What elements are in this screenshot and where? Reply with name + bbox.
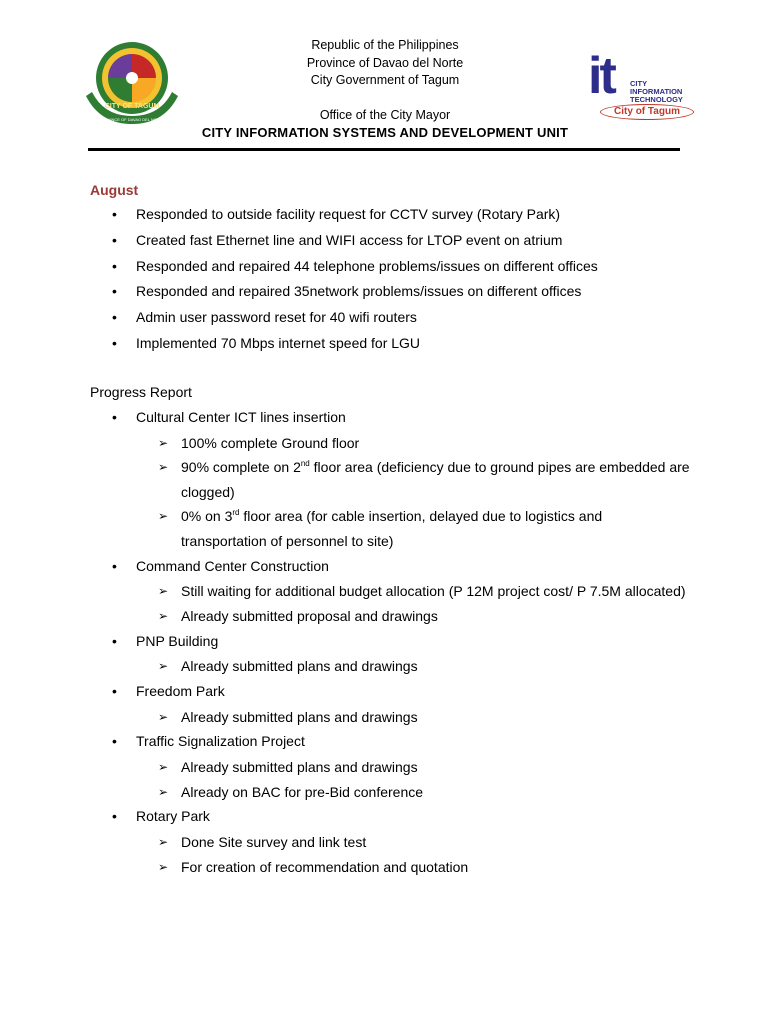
progress-report-title: Progress Report — [90, 383, 192, 400]
project-list — [90, 405, 690, 880]
seal-ribbon-subtext: PROVINCE OF DAVAO DEL NORTE — [99, 117, 165, 122]
project-status-item: ➢ Already submitted proposal and drawings — [136, 604, 690, 629]
project-status-list — [136, 755, 690, 804]
accomplishment-list — [90, 202, 690, 357]
project-status-list — [136, 705, 690, 730]
report-body — [90, 178, 690, 879]
header-unit: CITY INFORMATION SYSTEMS AND DEVELOPMENT UNIT — [201, 125, 569, 140]
seal-ribbon-text: CITY OF TAGUM — [104, 103, 160, 110]
it-logo-word-information: INFORMATION — [630, 87, 683, 96]
project-status-item: ➢ Already on BAC for pre-Bid conference — [136, 780, 690, 805]
header-office: Office of the City Mayor — [319, 107, 451, 122]
accomplishment-item: • Responded and repaired 35network problems/issues on different offices — [90, 279, 690, 305]
header-divider — [88, 148, 680, 151]
project-name: Rotary Park — [136, 808, 210, 825]
project-status-list — [136, 654, 690, 679]
accomplishment-item: • Implemented 70 Mbps internet speed for LGU — [90, 331, 690, 357]
month-heading: August — [90, 182, 139, 198]
status-text-start: 0% on 3 — [181, 508, 233, 525]
project-status-list — [136, 830, 690, 879]
accomplishment-item: • Responded and repaired 44 telephone problems/issues on different offices — [90, 254, 690, 280]
project-name: PNP Building — [136, 632, 219, 649]
ordinal-suffix: nd — [300, 459, 310, 469]
project-status-list — [136, 431, 690, 554]
status-text-end: floor area (for cable insertion, delayed due to logistics and transportation of personnel to site) — [181, 508, 603, 549]
city-of-tagum-seal-logo — [80, 38, 184, 126]
status-text-end: floor area (deficiency due to ground pipes are embedded are clogged) — [181, 459, 690, 500]
status-text-start: 90% complete on 2 — [181, 459, 301, 476]
project-status-item — [136, 504, 690, 553]
project-item — [90, 729, 690, 804]
ordinal-suffix: rd — [232, 508, 240, 518]
project-status-item: ➢ Already submitted plans and drawings — [136, 705, 690, 730]
it-logo-letters: it — [588, 47, 614, 105]
project-status-item: ➢ Already submitted plans and drawings — [136, 755, 690, 780]
project-item — [90, 405, 690, 554]
project-status-item: ➢ Done Site survey and link test — [136, 830, 690, 855]
city-it-logo — [578, 47, 698, 124]
project-item — [90, 679, 690, 729]
project-name: Traffic Signalization Project — [136, 733, 305, 750]
project-name: Freedom Park — [136, 682, 225, 699]
header-city-government: City Government of Tagum — [310, 73, 460, 87]
it-logo-word-city: CITY — [630, 79, 648, 88]
project-status-item: ➢ For creation of recommendation and quotation — [136, 855, 690, 880]
accomplishment-item: • Admin user password reset for 40 wifi routers — [90, 305, 690, 331]
accomplishment-item: • Responded to outside facility request for CCTV survey (Rotary Park) — [90, 202, 690, 228]
header-province: Province of Davao del Norte — [306, 55, 464, 70]
header-republic: Republic of the Philippines — [311, 38, 459, 52]
project-status-item — [136, 455, 690, 504]
header-spacer — [180, 90, 590, 107]
it-logo-words — [630, 80, 683, 104]
project-item — [90, 554, 690, 629]
letterhead — [180, 37, 590, 142]
it-logo-word-technology: TECHNOLOGY — [630, 95, 683, 104]
project-status-item: ➢ Still waiting for additional budget allocation (P 12M project cost/ P 7.5M allocated) — [136, 579, 690, 604]
project-status-item: ➢ Already submitted plans and drawings — [136, 654, 690, 679]
project-status-item: ➢ 100% complete Ground floor — [136, 431, 690, 456]
it-logo-tagum-oval: City of Tagum — [600, 104, 694, 120]
project-name: Cultural Center ICT lines insertion — [136, 408, 346, 425]
project-status-list — [136, 579, 690, 628]
project-name: Command Center Construction — [136, 557, 329, 574]
accomplishment-item: • Created fast Ethernet line and WIFI access for LTOP event on atrium — [90, 228, 690, 254]
project-item — [90, 629, 690, 679]
project-item — [90, 804, 690, 879]
